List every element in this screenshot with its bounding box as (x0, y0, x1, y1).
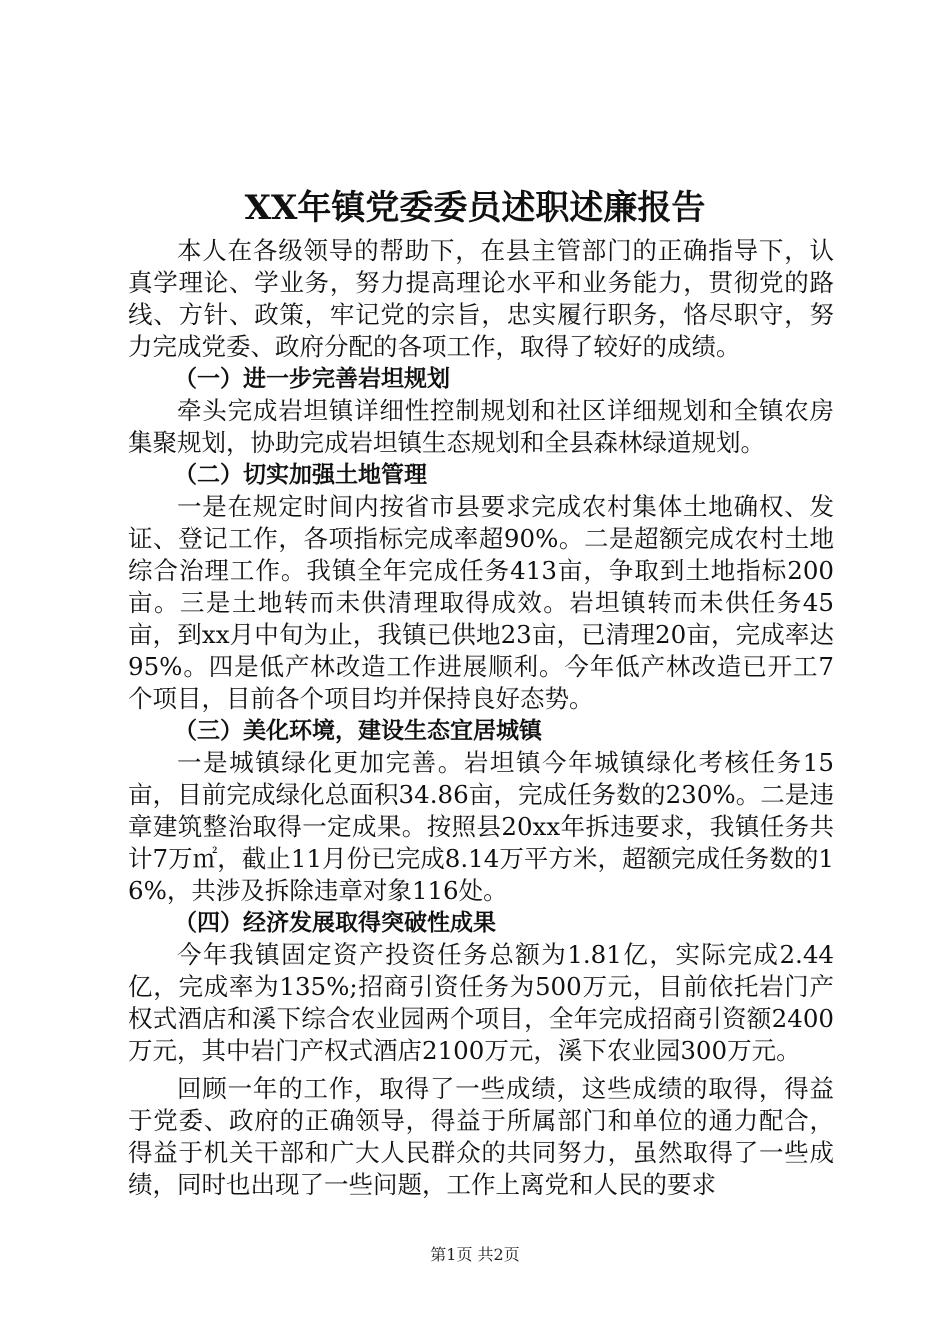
section-heading-3: （三）美化环境，建设生态宜居城镇 (174, 718, 542, 744)
intro-paragraph: 本人在各级领导的帮助下，在县主管部门的正确指导下，认真学理论、学业务，努力提高理论水平和业务能力，贯彻党的路线、方针、政策，牢记党的宗旨，忠实履行职务，恪尽职守，努力完成党委、政府分配的各项工作，取得了较好的成绩。 (128, 236, 834, 361)
closing-paragraph: 回顾一年的工作，取得了一些成绩，这些成绩的取得，得益于党委、政府的正确领导，得益于所属部门和单位的通力配合，得益于机关干部和广大人民群众的共同努力，虽然取得了一些成绩，同时也出现了一些问题，工作上离党和人民的要求 (128, 1074, 834, 1199)
page-number: 第1页 共2页 (430, 1245, 520, 1264)
section-heading-2: （二）切实加强土地管理 (174, 462, 427, 488)
document-title: XX年镇党委委员述职述廉报告 (244, 188, 706, 228)
section-paragraph-2: 一是在规定时间内按省市县要求完成农村集体土地确权、发证、登记工作，各项指标完成率超90%。二是超额完成农村土地综合治理工作。我镇全年完成任务413亩，争取到土地指标200亩。三是土地转而未供清理取得成效。岩坦镇转而未供任务45亩，到xx月中旬为止，我镇已供地23亩，已清理20亩，完成率达95%。四是低产林改造工作进展顺利。今年低产林改造已开工7个项目，目前各个项目均并保持良好态势。 (128, 492, 834, 713)
document-body (128, 235, 834, 1201)
section-paragraph-3: 一是城镇绿化更加完善。岩坦镇今年城镇绿化考核任务15亩，目前完成绿化总面积34.86亩，完成任务数的230%。二是违章建筑整治取得一定成果。按照县20xx年拆违要求，我镇任务共计7万㎡，截止11月份已完成8.14万平方米，超额完成任务数的16%，共涉及拆除违章对象116处。 (128, 748, 834, 905)
section-heading-1: （一）进一步完善岩坦规划 (174, 366, 450, 392)
section-heading-4: （四）经济发展取得突破性成果 (174, 910, 496, 936)
section-paragraph-4: 今年我镇固定资产投资任务总额为1.81亿，实际完成2.44亿，完成率为135%;招商引资任务为500万元，目前依托岩门产权式酒店和溪下综合农业园两个项目，全年完成招商引资额2400万元，其中岩门产权式酒店2100万元，溪下农业园300万元。 (128, 940, 834, 1065)
section-paragraph-1: 牵头完成岩坦镇详细性控制规划和社区详细规划和全镇农房集聚规划，协助完成岩坦镇生态规划和全县森林绿道规划。 (128, 396, 834, 457)
